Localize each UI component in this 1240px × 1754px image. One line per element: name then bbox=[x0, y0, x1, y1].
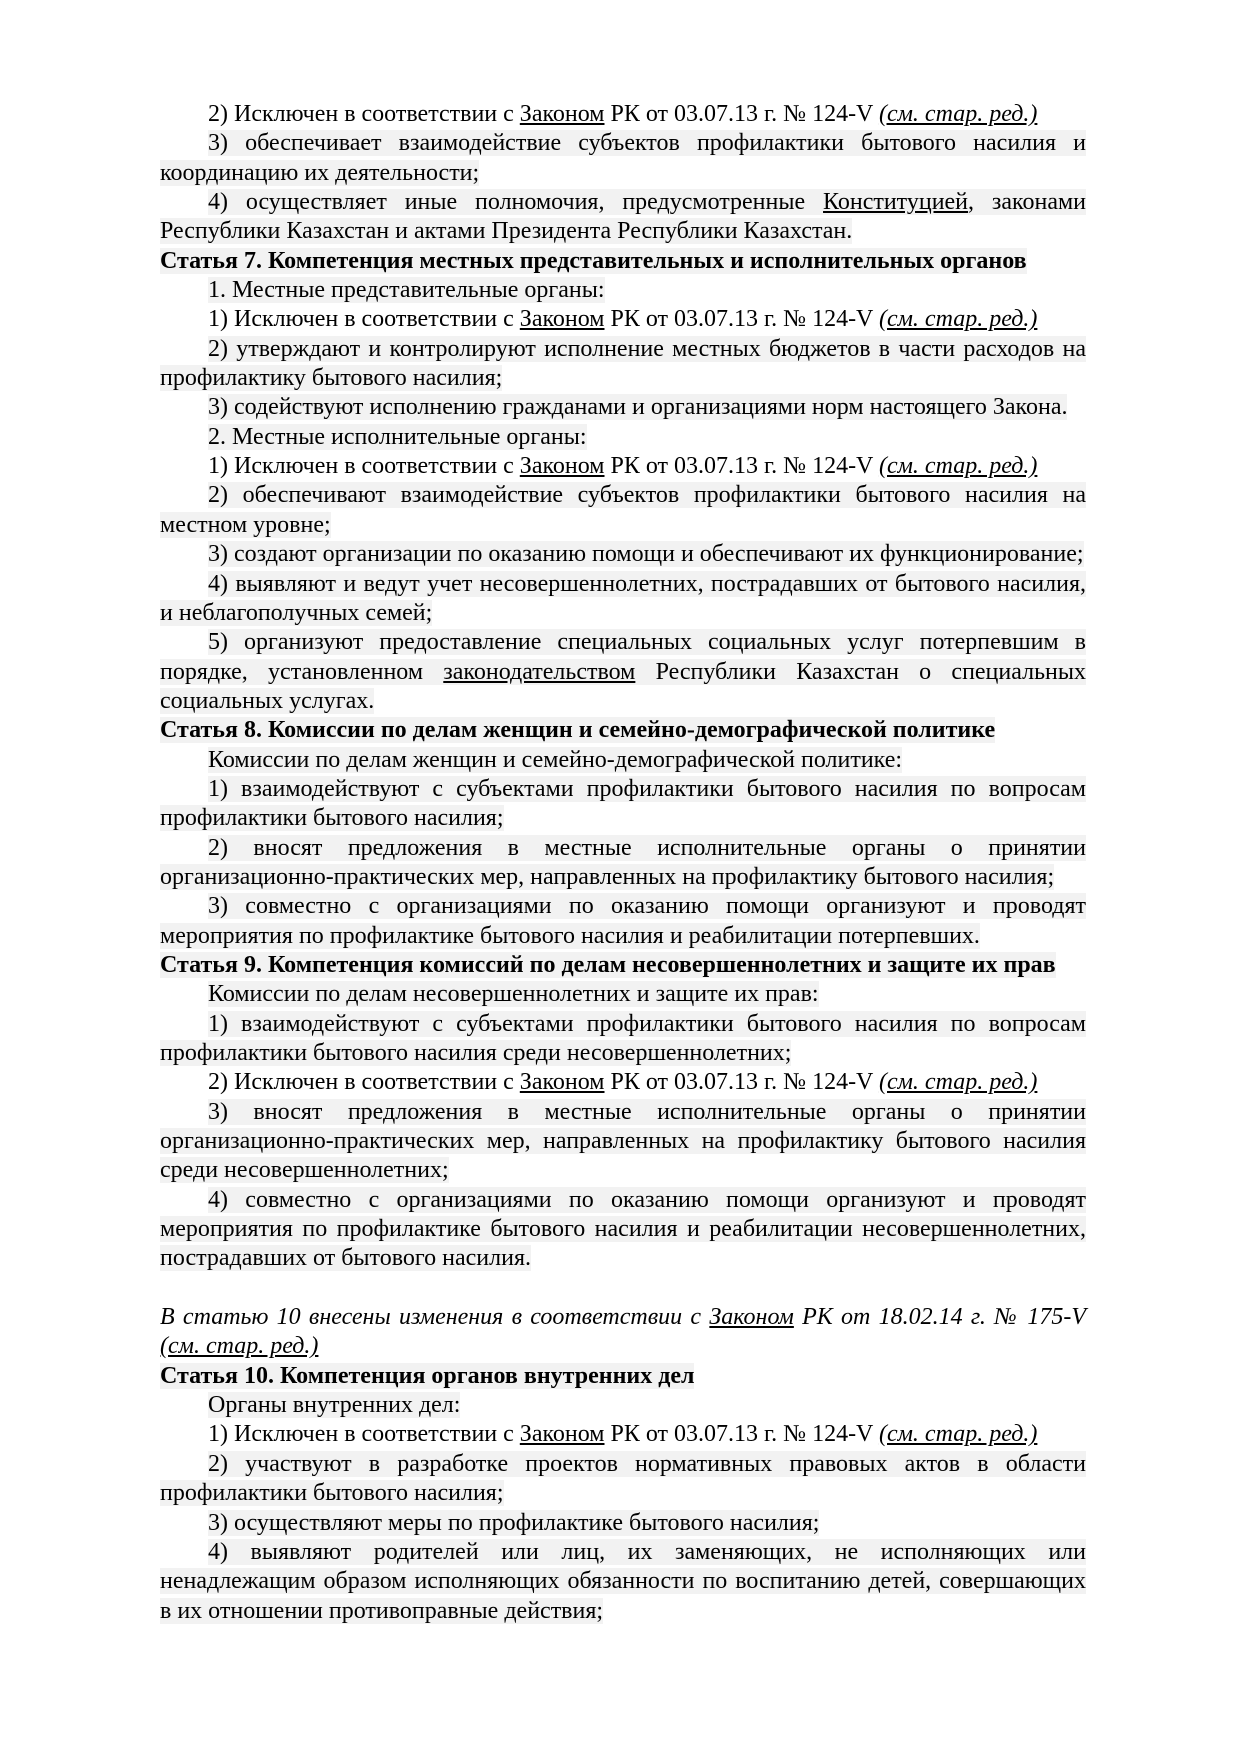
highlighted-text bbox=[160, 248, 1027, 274]
text-run: Комиссии по делам несовершеннолетних и защите их прав: bbox=[208, 981, 819, 1008]
text-run: РК от 03.07.13 г. № 124-V bbox=[604, 306, 879, 333]
text-run: Статья 8. Комиссии по делам женщин и семейно-демографической политике bbox=[160, 717, 996, 744]
text-run: Республики Казахстан о специальных социальных услугах. bbox=[160, 658, 1086, 714]
paragraph bbox=[160, 1098, 1086, 1186]
paragraph bbox=[160, 1538, 1086, 1626]
law-link[interactable]: Законом bbox=[519, 1069, 605, 1096]
text-run: 1. Местные представительные органы: bbox=[208, 277, 605, 304]
highlighted-text bbox=[160, 130, 1086, 185]
text-run: 1) Исключен в соответствии с bbox=[208, 453, 520, 480]
paragraph bbox=[160, 1391, 1086, 1420]
highlighted-text bbox=[160, 835, 1086, 890]
highlighted-text bbox=[208, 981, 819, 1007]
highlighted-text bbox=[160, 189, 1086, 244]
law-link[interactable]: законодательством bbox=[443, 658, 636, 685]
highlighted-text bbox=[160, 1011, 1086, 1066]
paragraph bbox=[160, 570, 1086, 629]
text-run: 2) Исключен в соответствии с bbox=[208, 101, 520, 127]
text-run: 1) Исключен в соответствии с bbox=[208, 1421, 520, 1448]
highlighted-text bbox=[160, 776, 1086, 831]
highlighted-text bbox=[208, 1392, 460, 1418]
text-run: 2) Исключен в соответствии с bbox=[208, 1069, 520, 1096]
see-previous-revision-link[interactable]: (см. стар. ред.) bbox=[878, 101, 1038, 127]
text-run: 2) обеспечивают взаимодействие субъектов профилактики бытового насилия на местном уровне; bbox=[160, 482, 1086, 538]
highlighted-text bbox=[160, 1363, 694, 1389]
see-previous-revision-link[interactable]: (см. стар. ред.) bbox=[160, 1333, 319, 1360]
paragraph bbox=[160, 335, 1086, 394]
highlighted-text bbox=[208, 541, 1084, 567]
paragraph bbox=[160, 481, 1086, 540]
highlighted-text bbox=[208, 747, 902, 773]
text-run: 3) обеспечивает взаимодействие субъектов профилактики бытового насилия и координацию их деятельности; bbox=[160, 130, 1086, 186]
highlighted-text bbox=[160, 717, 995, 743]
text-run: 3) совместно с организациями по оказанию помощи организуют и проводят мероприятия по профилактике бытового насилия и реабилитации потерпевших. bbox=[160, 893, 1086, 949]
text-run: Комиссии по делам женщин и семейно-демографической политике: bbox=[208, 746, 903, 773]
highlighted-text bbox=[160, 1099, 1086, 1184]
excluded-item bbox=[160, 305, 1086, 334]
law-link[interactable]: Законом bbox=[519, 306, 605, 333]
highlighted-text bbox=[160, 629, 1086, 714]
highlighted-text bbox=[160, 893, 1086, 948]
text-run: 3) создают организации по оказанию помощи и обеспечивают их функционирование; bbox=[208, 541, 1084, 568]
paragraph bbox=[160, 188, 1086, 247]
text-run: Статья 9. Компетенция комиссий по делам несовершеннолетних и защите их прав bbox=[160, 951, 1056, 978]
text-run: Органы внутренних дел: bbox=[208, 1392, 461, 1419]
text-run: 4) осуществляет иные полномочия, предусмотренные bbox=[208, 189, 824, 216]
see-previous-revision-link[interactable]: (см. стар. ред.) bbox=[878, 1421, 1038, 1448]
law-link[interactable]: Законом bbox=[519, 453, 605, 480]
text-run: РК от 03.07.13 г. № 124-V bbox=[604, 1069, 879, 1096]
highlighted-text bbox=[160, 1451, 1086, 1506]
law-link[interactable]: Законом bbox=[519, 101, 605, 127]
text-run: 1) взаимодействуют с субъектами профилактики бытового насилия по вопросам профилактики бытового насилия; bbox=[160, 775, 1086, 832]
highlighted-text bbox=[160, 336, 1086, 391]
text-run: 5) организуют предоставление специальных социальных услуг потерпевшим в порядке, установленном bbox=[160, 629, 1086, 685]
text-run: Статья 7. Компетенция местных представительных и исполнительных органов bbox=[160, 247, 1027, 274]
text-run: 3) вносят предложения в местные исполнительные органы о принятии организационно-практических мер, направленных на профилактику бытового насилия среди несовершеннолетних; bbox=[160, 1098, 1086, 1184]
paragraph bbox=[160, 393, 1086, 422]
text-run: , законами Республики Казахстан и актами Президента Республики Казахстан. bbox=[160, 189, 1087, 245]
text-run: 4) выявляют родителей или лиц, их заменяющих, не исполняющих или ненадлежащим образом исполняющих обязанности по воспитанию детей, совершающих в их отношении противоправные действия; bbox=[160, 1538, 1086, 1624]
text-run: 4) совместно с организациями по оказанию помощи организуют и проводят мероприятия по профилактике бытового насилия и реабилитации несовершеннолетних, пострадавших от бытового насилия. bbox=[160, 1186, 1086, 1272]
paragraph bbox=[160, 1450, 1086, 1509]
highlighted-text bbox=[160, 571, 1086, 626]
highlighted-text bbox=[160, 482, 1086, 537]
text-run: 3) содействуют исполнению гражданами и организациями норм настоящего Закона. bbox=[208, 394, 1068, 421]
blank-line bbox=[160, 1274, 1086, 1303]
article-heading bbox=[160, 1362, 1086, 1391]
text-run: 1) Исключен в соответствии с bbox=[208, 306, 520, 333]
paragraph bbox=[160, 423, 1086, 452]
paragraph bbox=[160, 775, 1086, 834]
paragraph bbox=[160, 1010, 1086, 1069]
article-heading bbox=[160, 247, 1086, 276]
highlighted-text bbox=[208, 394, 1067, 420]
highlighted-text bbox=[160, 1539, 1086, 1624]
law-link[interactable]: Конституцией bbox=[823, 189, 969, 216]
highlighted-text bbox=[208, 277, 605, 303]
text-run: 2) участвуют в разработке проектов нормативных правовых актов в области профилактики бытового насилия; bbox=[160, 1450, 1086, 1507]
paragraph bbox=[160, 1186, 1086, 1274]
text-run: 4) выявляют и ведут учет несовершеннолетних, пострадавших от бытового насилия, и неблагополучных семей; bbox=[160, 570, 1086, 626]
paragraph bbox=[160, 276, 1086, 305]
text-run: 2) вносят предложения в местные исполнительные органы о принятии организационно-практических мер, направленных на профилактику бытового насилия; bbox=[160, 834, 1086, 890]
text-run: РК от 03.07.13 г. № 124-V bbox=[604, 1421, 879, 1448]
paragraph bbox=[160, 746, 1086, 775]
text-run: Статья 10. Компетенция органов внутренних дел bbox=[160, 1362, 695, 1389]
text-run: 1) взаимодействуют с субъектами профилактики бытового насилия по вопросам профилактики бытового насилия среди несовершеннолетних; bbox=[160, 1010, 1086, 1066]
see-previous-revision-link[interactable]: (см. стар. ред.) bbox=[878, 1069, 1038, 1096]
excluded-item bbox=[160, 1068, 1086, 1097]
paragraph bbox=[160, 834, 1086, 893]
text-run: РК от 03.07.13 г. № 124-V bbox=[604, 453, 879, 480]
see-previous-revision-link[interactable]: (см. стар. ред.) bbox=[878, 453, 1038, 480]
paragraph bbox=[160, 628, 1086, 716]
see-previous-revision-link[interactable]: (см. стар. ред.) bbox=[878, 306, 1038, 333]
law-link[interactable]: Законом bbox=[709, 1304, 794, 1331]
highlighted-text bbox=[160, 1187, 1086, 1272]
paragraph bbox=[160, 540, 1086, 569]
text-run: 3) осуществляют меры по профилактике бытового насилия; bbox=[208, 1509, 820, 1536]
text-run: 2. Местные исполнительные органы: bbox=[208, 423, 587, 450]
amendment-note bbox=[160, 1303, 1086, 1362]
article-heading bbox=[160, 951, 1086, 980]
excluded-item bbox=[160, 100, 1086, 129]
paragraph bbox=[160, 129, 1086, 188]
paragraph bbox=[160, 980, 1086, 1009]
text-run: РК от 18.02.14 г. № 175-V bbox=[793, 1304, 1086, 1331]
paragraph bbox=[160, 1509, 1086, 1538]
paragraph bbox=[160, 892, 1086, 951]
excluded-item bbox=[160, 452, 1086, 481]
document-body bbox=[160, 100, 1086, 1626]
highlighted-text bbox=[160, 952, 1056, 978]
excluded-item bbox=[160, 1420, 1086, 1449]
article-heading bbox=[160, 716, 1086, 745]
text-run: В статью 10 внесены изменения в соответствии с bbox=[160, 1304, 710, 1331]
text-run: РК от 03.07.13 г. № 124-V bbox=[604, 101, 879, 127]
highlighted-text bbox=[208, 1510, 819, 1536]
law-link[interactable]: Законом bbox=[519, 1421, 605, 1448]
highlighted-text bbox=[208, 424, 587, 450]
text-run: 2) утверждают и контролируют исполнение местных бюджетов в части расходов на профилактику бытового насилия; bbox=[160, 335, 1086, 392]
